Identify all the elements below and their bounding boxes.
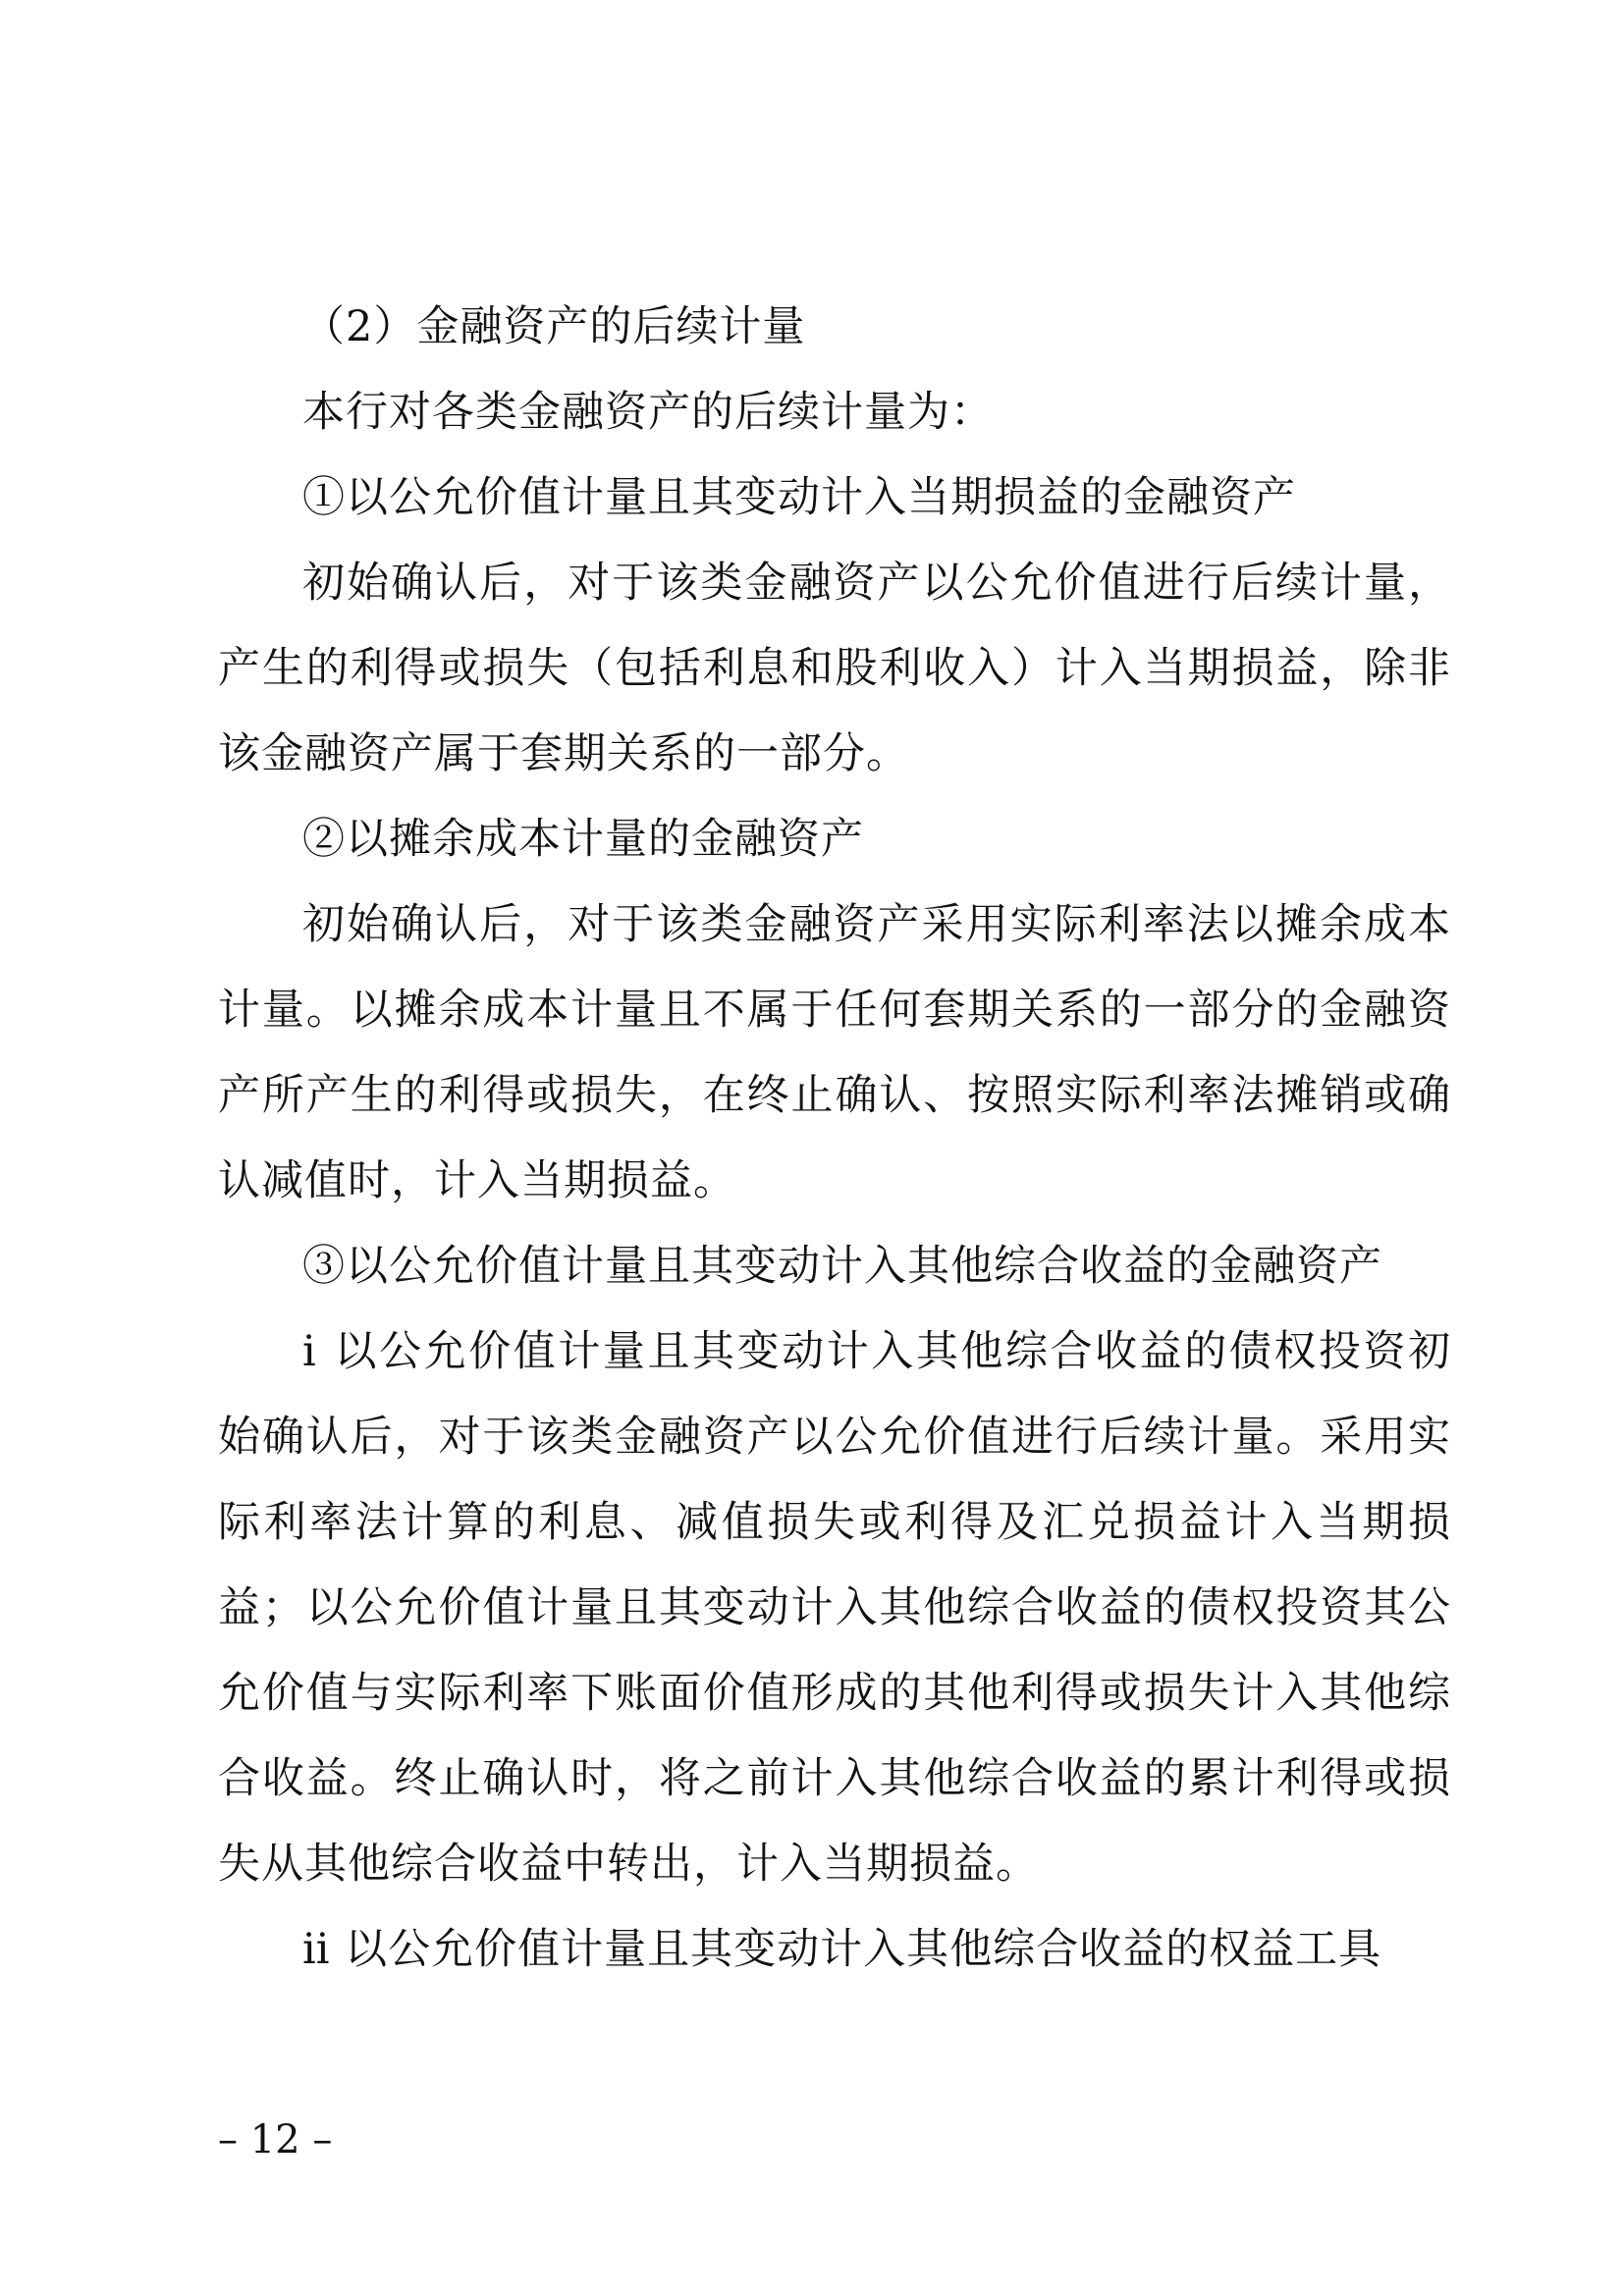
page-number: – 12 – bbox=[218, 2117, 333, 2163]
paragraph-fvoci-equity: ⅱ 以公允价值计量且其变动计入其他综合收益的权益工具 bbox=[302, 1925, 1382, 1974]
paragraph-fvoci-debt: ⅰ 以公允价值计量且其变动计入其他综合收益的债权投资初始确认后，对于该类金融资产以公允价值进行后续计量。采用实际利率法计算的利息、减值损失或利得及汇兑损益计入当期损益；以公允价值计量且其变动计入其他综合收益的债权投资其公允价值与实际利率下账面价值形成的其他利得或损失计入其他综合收益。终止确认时，将之前计入其他综合收益的累计利得或损失从其他综合收益中转出，计入当期损益。 bbox=[218, 1327, 1451, 1889]
intro-paragraph: 本行对各类金融资产的后续计量为： bbox=[302, 388, 994, 437]
item-heading-amortized-cost: ②以摊余成本计量的金融资产 bbox=[302, 815, 864, 864]
item-heading-fvtpl: ①以公允价值计量且其变动计入当期损益的金融资产 bbox=[302, 473, 1296, 522]
document-body bbox=[218, 285, 1451, 1993]
paragraph-amortized-cost: 初始确认后，对于该类金融资产采用实际利率法以摊余成本计量。以摊余成本计量且不属于任何套期关系的一部分的金融资产所产生的利得或损失，在终止确认、按照实际利率法摊销或确认减值时，计入当期损益。 bbox=[218, 900, 1451, 1205]
item-heading-fvoci: ③以公允价值计量且其变动计入其他综合收益的金融资产 bbox=[302, 1242, 1382, 1291]
paragraph-fvtpl: 初始确认后，对于该类金融资产以公允价值进行后续计量，产生的利得或损失（包括利息和股利收入）计入当期损益，除非该金融资产属于套期关系的一部分。 bbox=[218, 559, 1451, 778]
section-heading-subsequent-measurement: （2）金融资产的后续计量 bbox=[302, 302, 806, 351]
